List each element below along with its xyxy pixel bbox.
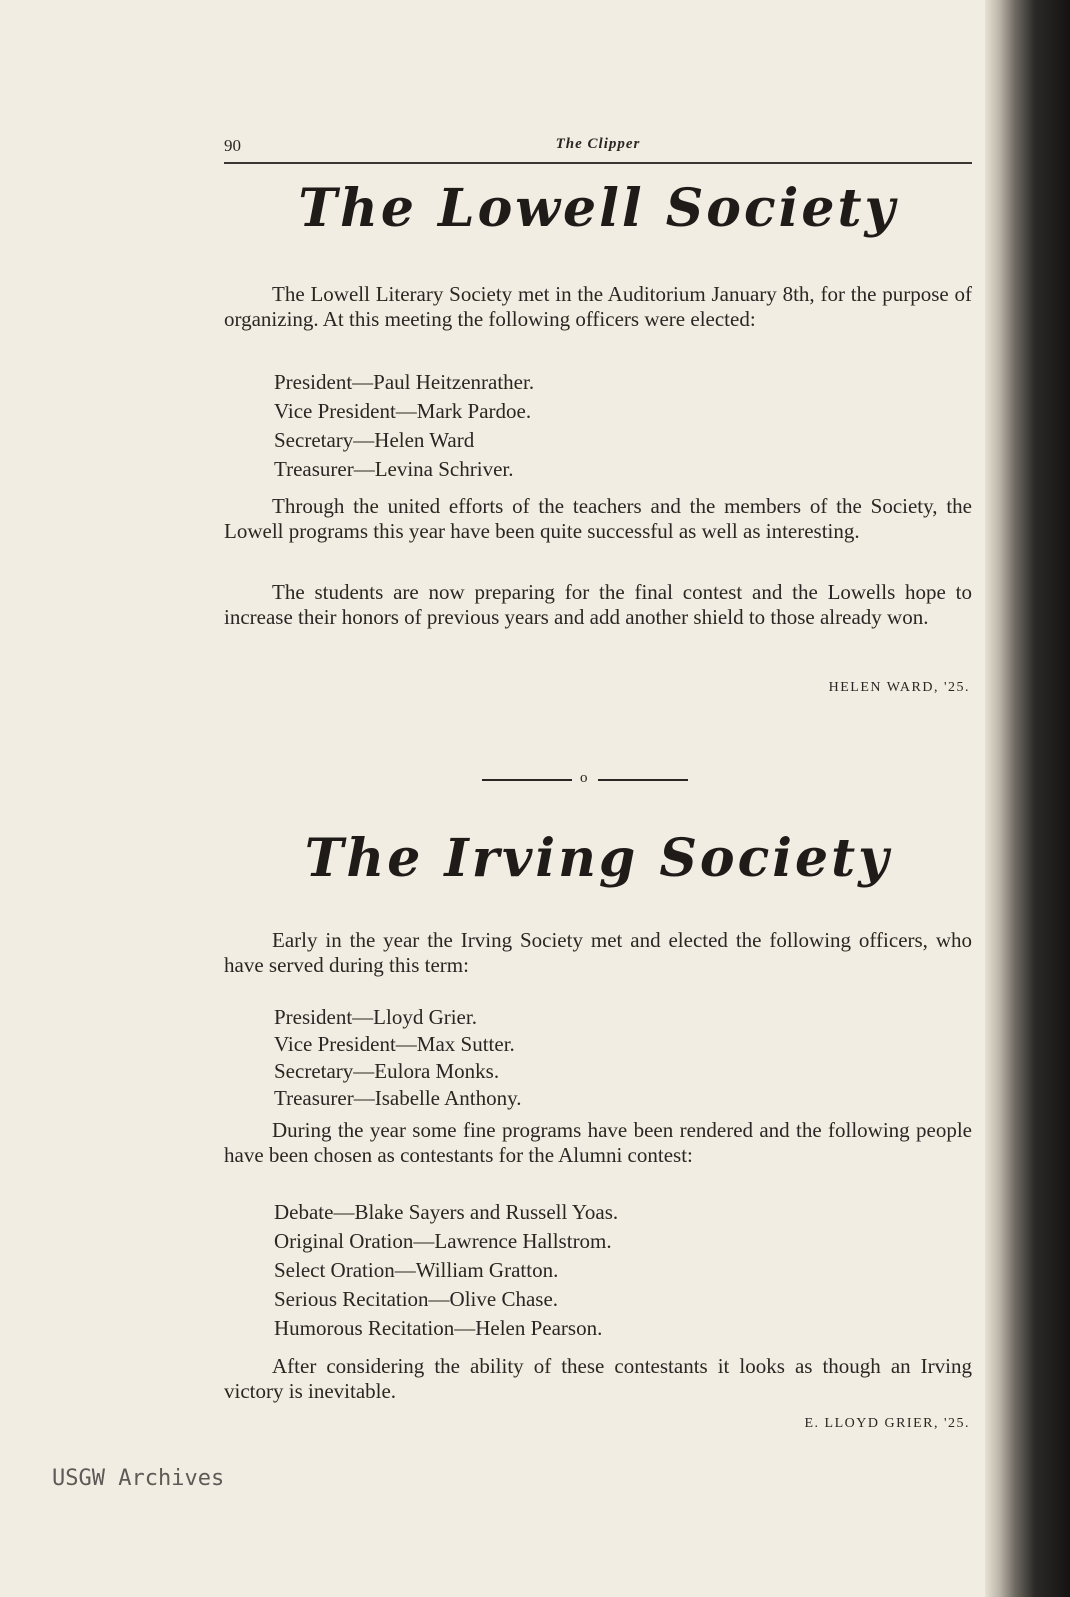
- book-spine-shadow: [985, 0, 1070, 1597]
- irving-title: The Irving Society: [304, 828, 892, 889]
- list-item: Vice President—Max Sutter.: [274, 1032, 515, 1056]
- irving-intro: Early in the year the Irving Society met and elected the following officers, who have served during this term:: [224, 928, 972, 977]
- irving-paragraph-3: After considering the ability of these contestants it looks as though an Irving victory is inevitable.: [224, 1354, 972, 1403]
- irving-officers-list: [274, 1004, 521, 1112]
- list-item: Original Oration—Lawrence Hallstrom.: [274, 1229, 612, 1253]
- page-number: 90: [224, 136, 241, 155]
- divider-mark: o: [580, 770, 588, 786]
- list-item: Humorous Recitation—Helen Pearson.: [274, 1316, 603, 1340]
- list-item: Vice President—Mark Pardoe.: [274, 399, 532, 423]
- lowell-paragraph-2: Through the united efforts of the teachers and the members of the Society, the Lowell programs this year have been quite successful as well as interesting.: [224, 494, 972, 543]
- irving-paragraph-2: During the year some fine programs have been rendered and the following people have been chosen as contestants for the Alumni contest:: [224, 1118, 972, 1167]
- divider-rule-left: [482, 779, 572, 781]
- lowell-signature: HELEN WARD, '25.: [828, 680, 970, 695]
- page-header: [224, 132, 972, 164]
- list-item: President—Lloyd Grier.: [274, 1005, 477, 1029]
- list-item: President—Paul Heitzenrather.: [274, 370, 535, 394]
- lowell-title: The Lowell Society: [298, 178, 898, 239]
- list-item: Treasurer—Levina Schriver.: [274, 457, 514, 481]
- irving-contestants-list: [274, 1198, 618, 1343]
- divider-rule-right: [598, 779, 688, 781]
- list-item: Secretary—Eulora Monks.: [274, 1059, 500, 1083]
- section-divider: [482, 770, 692, 790]
- list-item: Treasurer—Isabelle Anthony.: [274, 1086, 522, 1110]
- list-item: Debate—Blake Sayers and Russell Yoas.: [274, 1200, 619, 1224]
- lowell-paragraph-3: The students are now preparing for the final contest and the Lowells hope to increase their honors of previous years and add another shield to those already won.: [224, 580, 972, 629]
- archive-watermark: USGW Archives: [52, 1466, 225, 1491]
- list-item: Secretary—Helen Ward: [274, 428, 475, 452]
- lowell-intro: The Lowell Literary Society met in the Auditorium January 8th, for the purpose of organizing. At this meeting the following officers were elected:: [224, 282, 972, 331]
- list-item: Select Oration—William Gratton.: [274, 1258, 559, 1282]
- irving-signature: E. LLOYD GRIER, '25.: [804, 1416, 970, 1431]
- lowell-officers-list: [274, 368, 534, 484]
- list-item: Serious Recitation—Olive Chase.: [274, 1287, 559, 1311]
- running-title: The Clipper: [555, 136, 641, 152]
